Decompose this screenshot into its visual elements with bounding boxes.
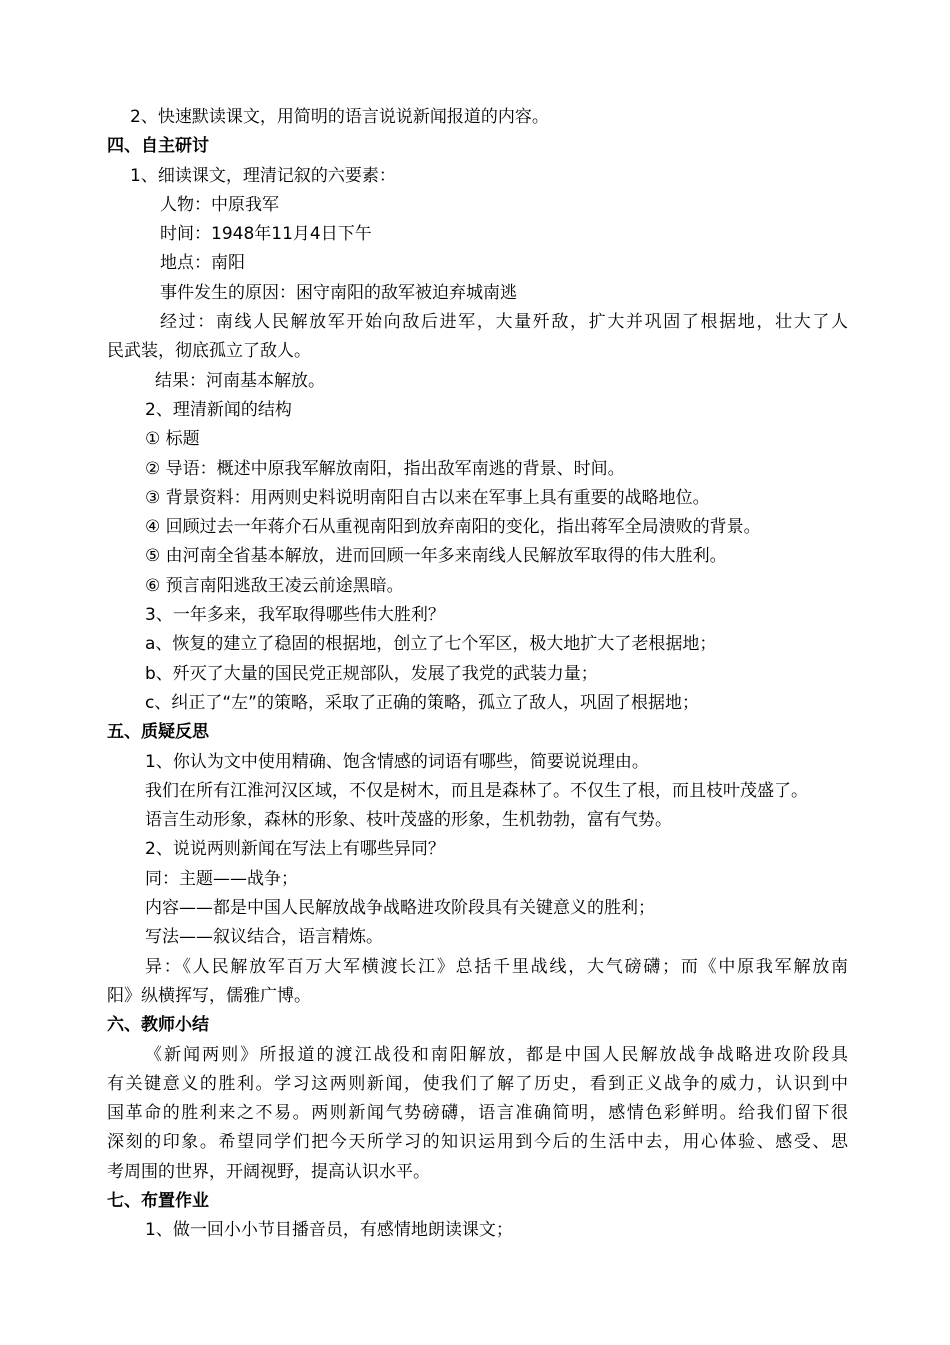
- text-line: [0, 455, 950, 484]
- line-text: 写法——叙议结合，语言精炼。: [145, 927, 383, 948]
- text-line: [0, 484, 950, 513]
- line-text: 异：《人民解放军百万大军横渡长江》总括千里战线，大气磅礴；而《中原我军解放南: [145, 956, 848, 977]
- line-text: 同：主题——战争；: [145, 868, 298, 889]
- line-text: 四、自主研讨: [107, 136, 209, 157]
- line-text: ① 标题: [145, 429, 200, 450]
- line-text: 地点：南阳: [160, 253, 245, 274]
- text-line: [0, 337, 950, 366]
- line-text: 1、做一回小小节目播音员，有感情地朗读课文；: [145, 1220, 513, 1241]
- section-heading: [0, 718, 950, 747]
- text-line: [0, 894, 950, 923]
- text-line: [0, 191, 950, 220]
- line-text: 结果：河南基本解放。: [155, 370, 325, 391]
- text-line: [0, 865, 950, 894]
- line-text: 有关键意义的胜利。学习这两则新闻，使我们了解了历史，看到正义战争的威力，认识到中: [107, 1073, 848, 1094]
- line-text: 考周围的世界，开阔视野，提高认识水平。: [107, 1161, 430, 1182]
- line-text: 阳》纵横挥写，儒雅广博。: [107, 985, 311, 1006]
- line-text: 民武装，彻底孤立了敌人。: [107, 341, 311, 362]
- text-line: [0, 689, 950, 718]
- text-line: [0, 572, 950, 601]
- line-text: 2、理清新闻的结构: [145, 399, 292, 420]
- line-text: c、纠正了“左”的策略，采取了正确的策略，孤立了敌人，巩固了根据地；: [145, 692, 699, 713]
- line-text: 人物：中原我军: [160, 194, 279, 215]
- line-text: 经过：南线人民解放军开始向敌后进军，大量歼敌，扩大并巩固了根据地，壮大了人: [160, 312, 848, 333]
- text-line: [0, 806, 950, 835]
- text-line: [0, 1158, 950, 1187]
- text-line: [0, 835, 950, 864]
- line-text: 六、教师小结: [107, 1015, 209, 1036]
- line-text: 五、质疑反思: [107, 722, 209, 743]
- text-line: [0, 220, 950, 249]
- text-line: [0, 1216, 950, 1245]
- line-text: 时间：1948年11月4日下午: [160, 224, 372, 245]
- line-text: 内容——都是中国人民解放战争战略进攻阶段具有关键意义的胜利；: [145, 898, 655, 919]
- text-line: [0, 425, 950, 454]
- line-text: ② 导语：概述中原我军解放南阳，指出敌军南逃的背景、时间。: [145, 458, 625, 479]
- line-text: 国革命的胜利来之不易。两则新闻气势磅礴，语言准确简明，感情色彩鲜明。给我们留下很: [107, 1103, 848, 1124]
- line-text: 3、一年多来，我军取得哪些伟大胜利？: [145, 605, 445, 626]
- text-line: [0, 396, 950, 425]
- text-line: [0, 249, 950, 278]
- text-line: [0, 1041, 950, 1070]
- text-line: [0, 1128, 950, 1157]
- line-text: 2、说说两则新闻在写法上有哪些异同？: [145, 839, 445, 860]
- text-line: [0, 601, 950, 630]
- line-text: ⑥ 预言南阳逃敌王凌云前途黑暗。: [145, 575, 404, 596]
- line-text: 语言生动形象，森林的形象、枝叶茂盛的形象，生机勃勃，富有气势。: [145, 810, 672, 831]
- line-text: ⑤ 由河南全省基本解放，进而回顾一年多来南线人民解放军取得的伟大胜利。: [145, 546, 727, 567]
- text-line: [0, 777, 950, 806]
- line-text: 深刻的印象。希望同学们把今天所学习的知识运用到今后的生活中去，用心体验、感受、思: [107, 1132, 848, 1153]
- text-line: [0, 953, 950, 982]
- line-text: 事件发生的原因：困守南阳的敌军被迫弃城南逃: [160, 282, 517, 303]
- text-line: [0, 103, 950, 132]
- section-heading: [0, 1187, 950, 1216]
- text-line: [0, 513, 950, 542]
- text-line: [0, 748, 950, 777]
- section-heading: [0, 132, 950, 161]
- line-text: a、恢复的建立了稳固的根据地，创立了七个军区，极大地扩大了老根据地；: [145, 634, 717, 655]
- line-text: 我们在所有江淮河汉区域，不仅是树木，而且是森林了。不仅生了根，而且枝叶茂盛了。: [145, 780, 808, 801]
- line-text: ③ 背景资料：用两则史料说明南阳自古以来在军事上具有重要的战略地位。: [145, 487, 710, 508]
- line-text: 1、细读课文，理清记叙的六要素：: [130, 165, 396, 186]
- line-text: ④ 回顾过去一年蒋介石从重视南阳到放弃南阳的变化，指出蒋军全局溃败的背景。: [145, 517, 761, 538]
- text-line: [0, 630, 950, 659]
- line-text: 七、布置作业: [107, 1190, 209, 1211]
- text-line: [0, 279, 950, 308]
- text-line: [0, 1070, 950, 1099]
- document-body: [0, 103, 950, 1246]
- text-line: [0, 660, 950, 689]
- text-line: [0, 982, 950, 1011]
- text-line: [0, 308, 950, 337]
- text-line: [0, 542, 950, 571]
- text-line: [0, 162, 950, 191]
- text-line: [0, 923, 950, 952]
- text-line: [0, 1099, 950, 1128]
- line-text: 《新闻两则》所报道的渡江战役和南阳解放，都是中国人民解放战争战略进攻阶段具: [145, 1044, 848, 1065]
- text-line: [0, 367, 950, 396]
- line-text: 2、快速默读课文，用简明的语言说说新闻报道的内容。: [130, 107, 549, 127]
- section-heading: [0, 1011, 950, 1040]
- line-text: 1、你认为文中使用精确、饱含情感的词语有哪些，简要说说理由。: [145, 751, 649, 772]
- line-text: b、歼灭了大量的国民党正规部队，发展了我党的武装力量；: [145, 663, 598, 684]
